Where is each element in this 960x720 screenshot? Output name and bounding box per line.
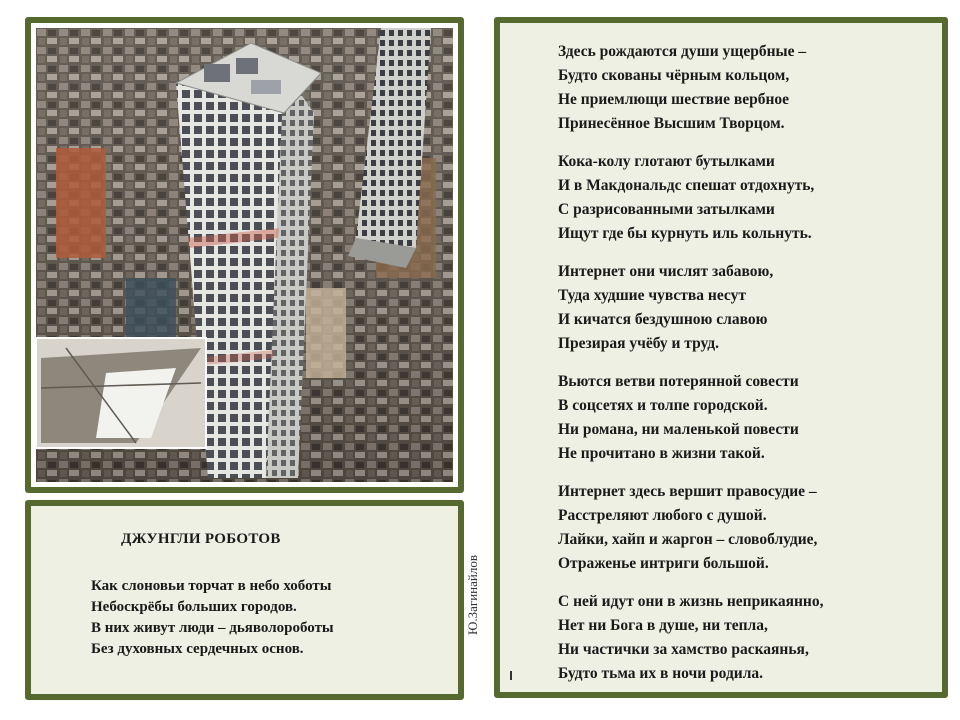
poem-line: С разрисованными затылками: [558, 201, 775, 218]
poem-line: Кока-колу глотают бутылками: [558, 153, 775, 170]
stanza-2: [558, 150, 823, 246]
stanza-6: [558, 590, 823, 686]
poem-line: Не прочитано в жизни такой.: [558, 445, 765, 462]
stanza-1: [558, 40, 823, 136]
author-label: Ю.Загинайлов: [465, 555, 480, 635]
intro-line: В них живут люди – дьяволороботы: [91, 620, 334, 636]
poem-line: Презирая учёбу и труд.: [558, 335, 720, 352]
skyscraper-photo: [36, 28, 453, 482]
poem-line: Отраженье интриги большой.: [558, 555, 769, 572]
poem-line: И кичатся бездушною славою: [558, 311, 768, 328]
poem-body: [558, 40, 823, 700]
poem-line: Здесь рождаются души ущербные –: [558, 43, 807, 60]
intro-line: Без духовных сердечных основ.: [91, 641, 304, 657]
poem-title: ДЖУНГЛИ РОБОТОВ: [121, 531, 281, 547]
poem-line: Будто тьма их в ночи родила.: [558, 665, 764, 682]
author-name: [462, 530, 484, 660]
poem-line: Лайки, хайп и жаргон – словоблудие,: [558, 531, 818, 548]
intro-line: Небоскрёбы больших городов.: [91, 599, 297, 615]
intro-stanza: [91, 576, 334, 660]
title-frame: [25, 500, 464, 700]
poem-line: Принесённое Высшим Творцом.: [558, 115, 785, 132]
poem-line: С ней идут они в жизнь неприкаянно,: [558, 593, 824, 610]
poem-line: И в Макдональдс спешат отдохнуть,: [558, 177, 815, 194]
intro-line: Как слоновьи торчат в небо хоботы: [91, 578, 332, 594]
poem-line: Будто скованы чёрным кольцом,: [558, 67, 790, 84]
stanza-3: [558, 260, 823, 356]
poem-line: Интернет они числят забавою,: [558, 263, 774, 280]
poem-line: Ни романа, ни маленькой повести: [558, 421, 799, 438]
text-cursor-mark: [510, 671, 512, 680]
poem-line: Расстреляют любого с душой.: [558, 507, 767, 524]
poem-line: Вьются ветви потерянной совести: [558, 373, 799, 390]
stanza-4: [558, 370, 823, 466]
poem-line: Нет ни Бога в душе, ни тепла,: [558, 617, 768, 634]
poem-line: Не приемлющи шествие вербное: [558, 91, 790, 108]
stanza-5: [558, 480, 823, 576]
poem-frame: [494, 17, 948, 698]
poem-line: Ищут где бы курнуть иль кольнуть.: [558, 225, 812, 242]
poem-line: Ни частички за хамство раскаянья,: [558, 641, 809, 658]
photo-frame: [25, 17, 464, 493]
poem-line: Туда худшие чувства несут: [558, 287, 746, 304]
poem-line: В соцсетях и толпе городской.: [558, 397, 768, 414]
poem-line: Интернет здесь вершит правосудие –: [558, 483, 817, 500]
